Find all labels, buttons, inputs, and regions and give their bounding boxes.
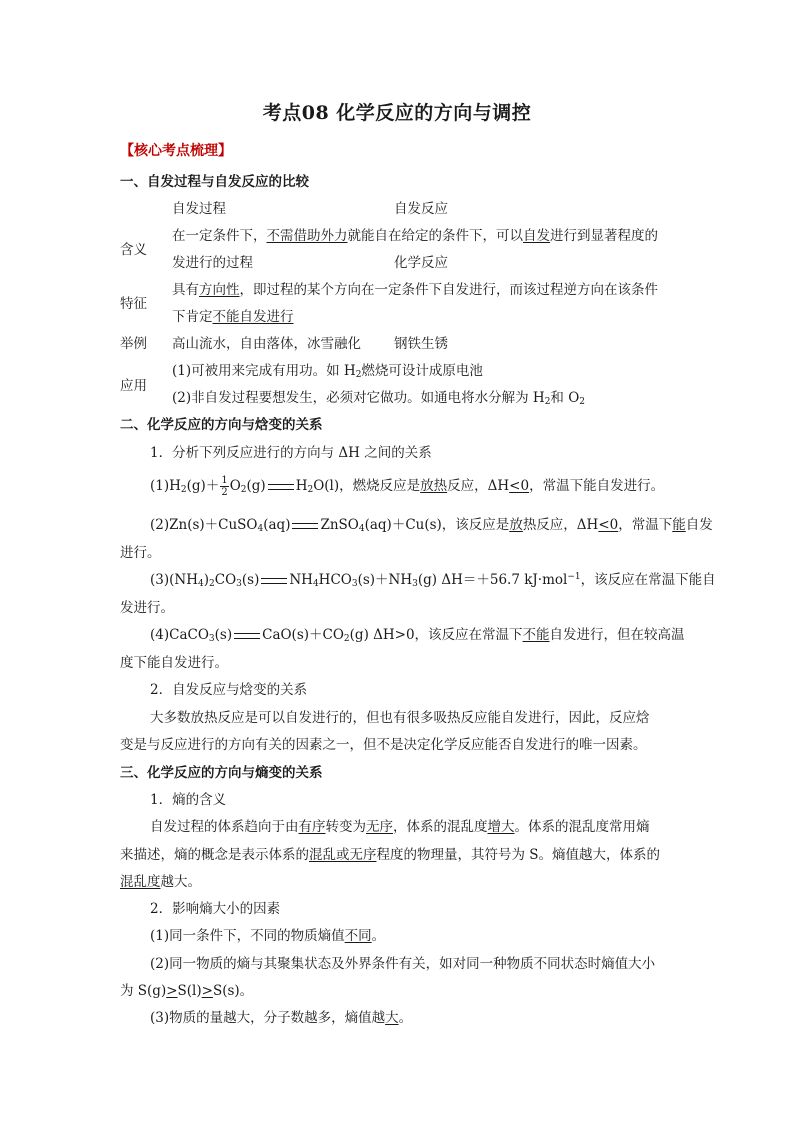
meaning-line-2a: 发进行的过程 <box>172 255 253 271</box>
entropy-factor-1: (1)同一条件下，不同的物质熵值不同。 <box>150 928 386 944</box>
entropy-factor-3: (3)物质的量越大，分子数越多，熵值越大。 <box>150 1010 413 1026</box>
reaction-4-line-1: (4)CaCO$_3$(s) $CaO(s)+CO_2(g)$ ΔH>0，该反应在常温下不能自发进行，但在较高温 <box>150 627 685 644</box>
example-process: 高山流水，自由落体，冰雪融化 <box>172 336 361 352</box>
entropy-para-line-1: 自发过程的体系趋向于由有序转变为无序，体系的混乱度增大。体系的混乱度常用熵 <box>150 819 650 835</box>
row-label-meaning: 含义 <box>120 242 147 258</box>
reaction-4-line-2: 度下能自发进行。 <box>120 655 228 671</box>
apply-line-2: (2)非自发过程要想发生，必须对它做功。如通电将水分解为 $H_2$和 $O_2$ <box>172 390 586 407</box>
reaction-2-line-1: (2)Zn(s)＋CuSO$_4$(aq) ZnSO$_4$(aq)＋Cu(s)，该反应是放热反应，ΔH<0，常温下能自发 <box>150 517 713 534</box>
col-header-process: 自发过程 <box>172 201 226 217</box>
row-label-example: 举例 <box>120 336 147 352</box>
section3-sub2: 2．影响熵大小的因素 <box>150 901 281 917</box>
apply-line-1: (1)可被用来完成有用功。如 $H_2$燃烧可设计成原电池 <box>172 363 483 380</box>
section1-heading: 一、自发过程与自发反应的比较 <box>120 174 309 190</box>
section2-para-line-1: 大多数放热反应是可以自发进行的，但也有很多吸热反应能自发进行，因此，反应焓 <box>150 710 650 726</box>
reaction-2-line-2: 进行。 <box>120 545 161 561</box>
equals-arrow-icon <box>292 523 318 529</box>
reaction-1: $(1)H_2(g)+$ $\frac{1}{2}$ $O_2(g)$ $H_2O(l)$，燃烧反应是放热反应，ΔH<0，常温下能自发进行。 <box>150 475 665 498</box>
entropy-para-line-3: 混乱度越大。 <box>120 874 201 890</box>
meaning-line-1: 在一定条件下，不需借助外力就能自在给定的条件下，可以自发进行到显著程度的 <box>172 228 658 244</box>
col-header-reaction: 自发反应 <box>394 201 448 217</box>
entropy-para-line-2: 来描述，熵的概念是表示体系的混乱或无序程度的物理量，其符号为 S。熵值越大，体系的 <box>120 847 661 863</box>
page-title: 考点08 化学反应的方向与调控 <box>262 102 532 124</box>
entropy-factor-2-line-1: (2)同一物质的熵与其聚集状态及外界条件有关，如对同一种物质不同状态时熵值大小 <box>150 956 656 972</box>
equals-arrow-icon <box>234 633 260 639</box>
equals-arrow-icon <box>268 484 294 490</box>
meaning-line-2b: 化学反应 <box>394 255 448 271</box>
entropy-factor-2-line-2: 为 S(g)>S(l)>S(s)。 <box>120 983 254 999</box>
feature-line-1: 具有方向性，即过程的某个方向在一定条件下自发进行，而该过程逆方向在该条件 <box>172 282 658 298</box>
row-label-feature: 特征 <box>120 296 147 312</box>
equals-arrow-icon <box>261 578 287 584</box>
core-heading: 【核心考点梳理】 <box>120 143 232 159</box>
section3-heading: 三、化学反应的方向与熵变的关系 <box>120 765 323 781</box>
reaction-3-line-1: $(3)(NH_4)_2CO_3(s)$ $NH_4HCO_3(s)+NH_3(g)$ ΔH＝＋56.7 kJ·mol$^{-1}$，该反应在常温下能自 <box>150 572 716 589</box>
section2-sub2: 2．自发反应与焓变的关系 <box>150 682 308 698</box>
section2-para-line-2: 变是与反应进行的方向有关的因素之一，但不是决定化学反应能否自发进行的唯一因素。 <box>120 737 647 753</box>
fraction-half: $\frac{1}{2}$ <box>221 475 228 498</box>
row-label-apply: 应用 <box>120 378 147 394</box>
reaction-3-line-2: 发进行。 <box>120 600 174 616</box>
section2-sub1: 1．分析下列反应进行的方向与 ΔH 之间的关系 <box>150 445 432 461</box>
example-reaction: 钢铁生锈 <box>394 336 448 352</box>
feature-line-2: 下肯定不能自发进行 <box>172 309 294 325</box>
section2-heading: 二、化学反应的方向与焓变的关系 <box>120 417 323 433</box>
section3-sub1: 1．熵的含义 <box>150 792 227 808</box>
